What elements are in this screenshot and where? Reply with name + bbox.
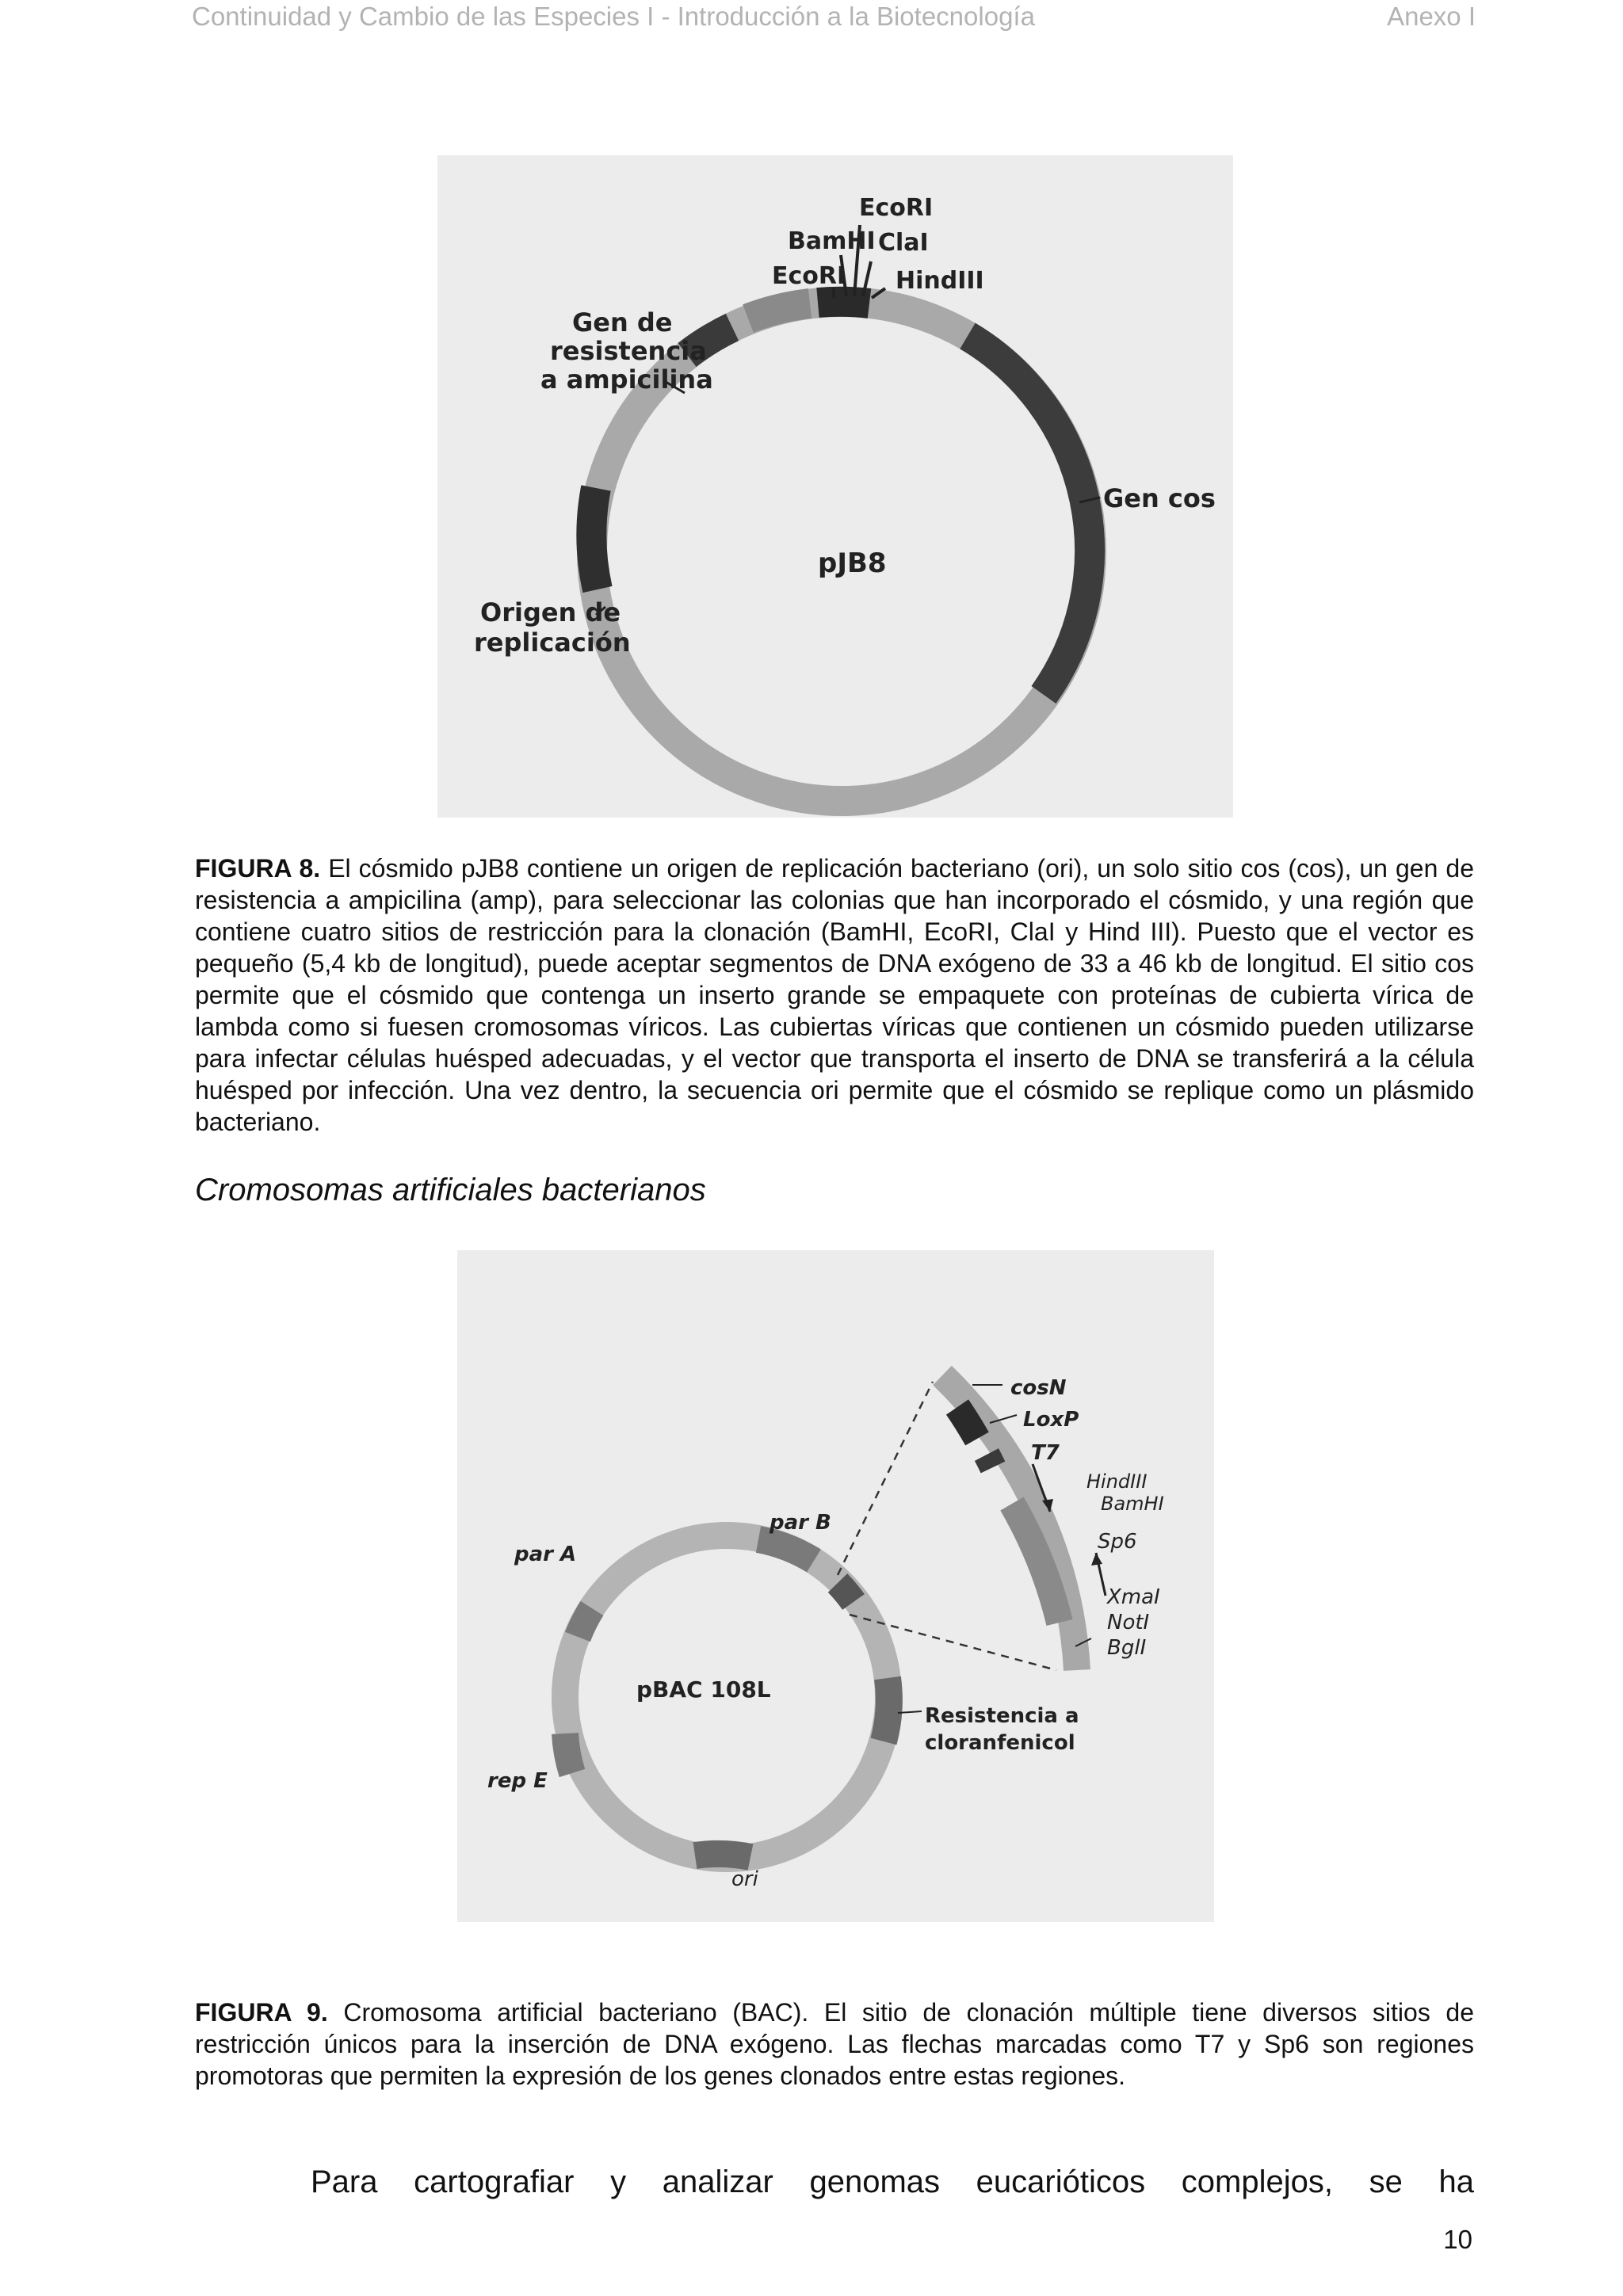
- loxp-segment: [987, 1455, 993, 1467]
- label-amp-line2: resistencia: [550, 336, 707, 366]
- label-cm-line2: cloranfenicol: [925, 1731, 1075, 1755]
- repe-segment: [565, 1733, 572, 1773]
- parb-segment: [758, 1539, 814, 1561]
- label-bamhi: BamHI: [788, 227, 876, 255]
- label-cos: Gen cos: [1103, 483, 1216, 513]
- label-cosn: cosN: [1010, 1376, 1067, 1400]
- figure-9-caption: [195, 1997, 1474, 2092]
- label-loxp: LoxP: [1023, 1408, 1079, 1432]
- cos-segment: [968, 336, 1090, 695]
- label-t7: T7: [1031, 1441, 1060, 1465]
- label-bamhi: BamHI: [1101, 1493, 1164, 1515]
- label-cm-line1: Resistencia a: [925, 1704, 1079, 1728]
- label-ori-line1: Origen de: [480, 597, 621, 627]
- body-paragraph-text: Para cartografiar y analizar genomas eucarióticos complejos, se ha: [311, 2164, 1474, 2199]
- figure-9-caption-text: Cromosoma artificial bacteriano (BAC). El sitio de clonación múltiple tiene diversos sitios de restricción únicos para la inserción de DNA exógeno. Las flechas marcadas como T7 y Sp6 son regiones promotoras que permiten la expresión de los genes clonados entre estas regiones.: [195, 1998, 1475, 2090]
- zoom-line-top: [838, 1382, 933, 1575]
- label-plasmid-pbac: pBAC 108L: [636, 1676, 771, 1703]
- label-hindiii: HindIII: [896, 267, 984, 295]
- cosn-segment: [957, 1407, 977, 1439]
- ori-segment: [591, 488, 598, 589]
- label-amp-line3: a ampicilina: [540, 364, 713, 395]
- sp6-arrow-head: [1091, 1553, 1102, 1566]
- label-plasmid-pjb8: pJB8: [818, 547, 887, 579]
- label-para: par A: [514, 1543, 577, 1566]
- header-title: Continuidad y Cambio de las Especies I - Introducción a la Biotecnología: [192, 2, 1035, 31]
- ori-segment: [695, 1854, 750, 1857]
- figure-8-image: [437, 155, 1233, 818]
- cloning-segment: [838, 1583, 854, 1602]
- figure-9-diagram: [457, 1250, 1214, 1922]
- figure-8-caption-text: El cósmido pJB8 contiene un origen de replicación bacteriano (ori), un solo sitio cos (cos), un gen de resistencia a ampicilina (amp), para seleccionar las colonias que han incorporado el cósmido, y una región que contiene cuatro sitios de restricción para la clonación (BamHI, EcoRI, ClaI y Hind III). Puesto que el vector es pequeño (5,4 kb de longitud), puede aceptar segmentos de DNA exógeno de 33 a 46 kb de longitud. El sitio cos permite que el cósmido que contenga un inserto grande se empaquete con proteínas de cubierta vírica de lambda como si fuesen cromosomas víricos. Las cubiertas víricas que contienen un cósmido pueden utilizarse para infectar células huésped adecuadas, y el vector que transporta el inserto de DNA se transferirá a la célula huésped por infección. Una vez dentro, la secuencia ori permite que el cósmido se replique como un plásmido bacteriano.: [195, 854, 1475, 1136]
- label-xmai: XmaI: [1107, 1585, 1160, 1609]
- label-noti: NotI: [1107, 1611, 1150, 1634]
- cloning-site-segment: [818, 302, 869, 303]
- header-annex: Anexo I: [1387, 2, 1476, 31]
- cm-segment: [884, 1678, 889, 1741]
- label-amp-line1: Gen de: [572, 307, 673, 338]
- label-parb: par B: [769, 1511, 831, 1535]
- label-repe: rep E: [487, 1769, 548, 1793]
- amp-gene-segment: [748, 303, 810, 318]
- label-ecori-left: EcoRI: [772, 262, 846, 290]
- label-bgli: BglI: [1107, 1636, 1147, 1660]
- label-sp6: Sp6: [1098, 1530, 1137, 1554]
- label-ori: ori: [731, 1867, 758, 1891]
- section-title: Cromosomas artificiales bacterianos: [195, 1173, 706, 1207]
- para-segment: [578, 1608, 592, 1637]
- figure-8-diagram: [437, 155, 1233, 818]
- label-ecori-top: EcoRI: [859, 194, 934, 222]
- page-number: 10: [1443, 2225, 1472, 2254]
- label-hindiii: HindIII: [1086, 1470, 1148, 1493]
- figure-8-caption-label: FIGURA 8.: [195, 854, 321, 883]
- figure-9-caption-label: FIGURA 9.: [195, 1998, 328, 2027]
- label-ori-line2: replicación: [474, 627, 631, 658]
- figure-8-caption: [195, 852, 1474, 1138]
- label-clai: ClaI: [878, 229, 929, 257]
- body-paragraph: [311, 2164, 1474, 2200]
- figure-9-image: [457, 1250, 1214, 1922]
